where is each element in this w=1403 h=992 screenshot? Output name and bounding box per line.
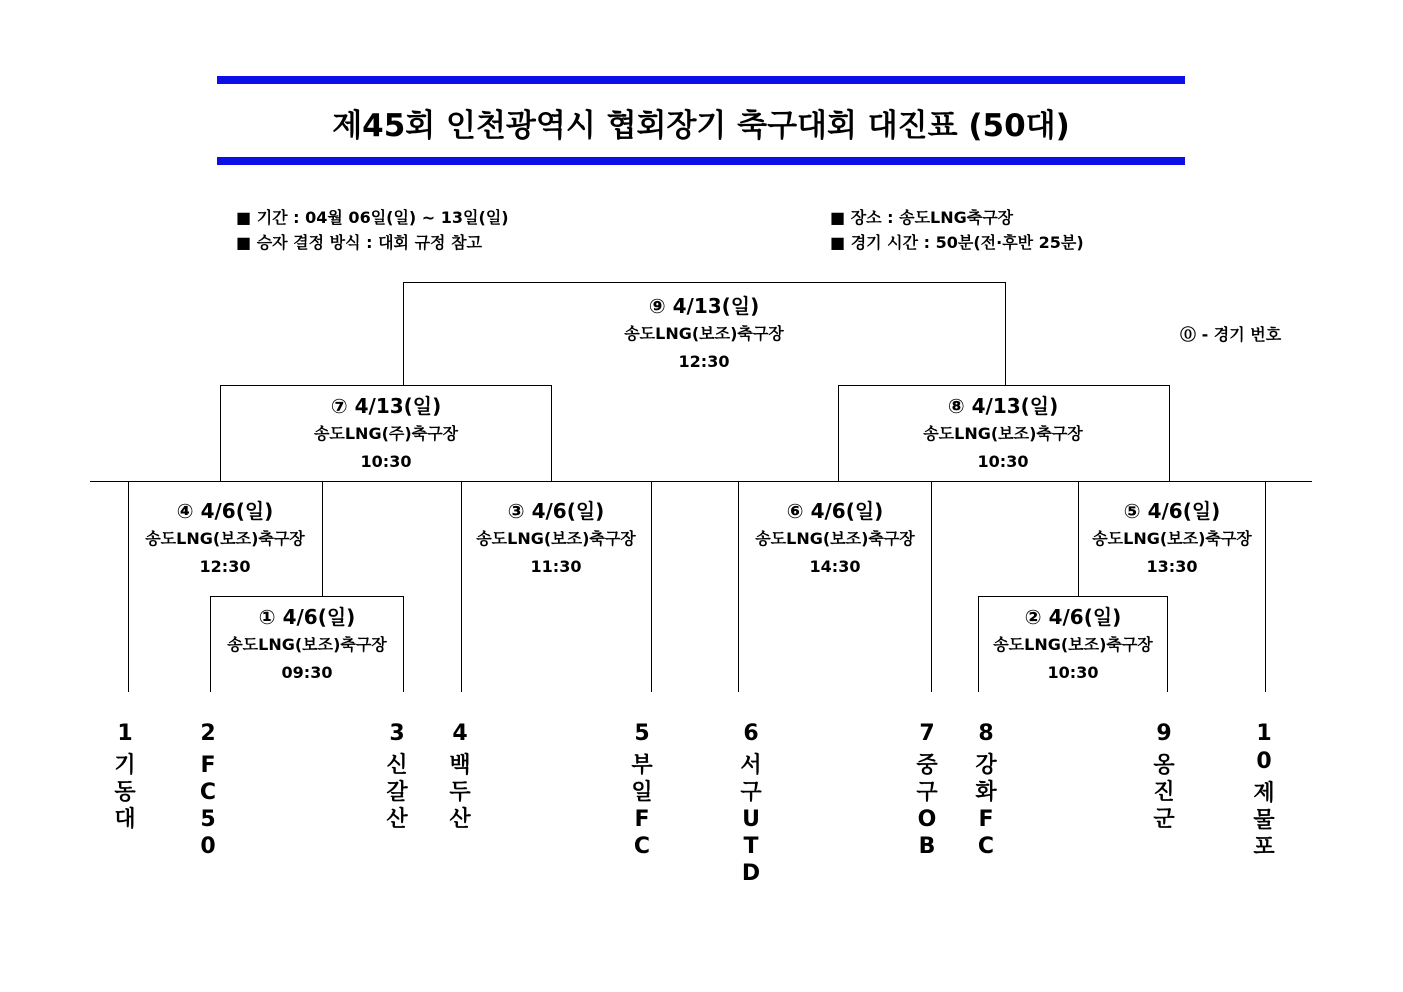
team-name: 옹 진 군	[1153, 753, 1175, 832]
match-5-place: 송도LNG(보조)축구장	[1092, 529, 1252, 548]
match-7	[236, 392, 536, 476]
team-1	[105, 720, 145, 833]
match-6-time: 14:30	[809, 557, 861, 576]
team-number: 3	[389, 721, 405, 746]
team-name: 제 물 포	[1253, 781, 1275, 860]
team-number: 1	[117, 721, 133, 746]
info-rule: ■ 승자 결정 방식 : 대회 규정 참고	[236, 233, 482, 252]
team-number: 8	[978, 721, 994, 746]
match-8	[853, 392, 1153, 476]
team-number: 6	[743, 721, 759, 746]
match-3-date: ③ 4/6(일)	[507, 499, 605, 523]
match-8-place: 송도LNG(보조)축구장	[923, 424, 1083, 443]
match-3-place: 송도LNG(보조)축구장	[476, 529, 636, 548]
match-4-date: ④ 4/6(일)	[176, 499, 274, 523]
match-4	[125, 497, 325, 581]
match-9-place: 송도LNG(보조)축구장	[624, 324, 784, 343]
team-name: 서 구 U T D	[740, 753, 762, 886]
match-6-date: ⑥ 4/6(일)	[786, 499, 884, 523]
match-4-time: 12:30	[199, 557, 251, 576]
match-number-legend: ⓪ - 경기 번호	[1180, 325, 1282, 344]
match-2	[973, 603, 1173, 687]
match-9	[554, 292, 854, 376]
match-8-date: ⑧ 4/13(일)	[947, 394, 1059, 418]
team-name: 부 일 F C	[631, 753, 653, 859]
team-2	[188, 720, 228, 860]
info-time: ■ 경기 시간 : 50분(전·후반 25분)	[830, 233, 1084, 252]
team-10	[1244, 720, 1284, 861]
match-6	[735, 497, 935, 581]
info-venue: ■ 장소 : 송도LNG축구장	[830, 208, 1014, 227]
team-number: 7	[919, 721, 935, 746]
match-3-time: 11:30	[530, 557, 582, 576]
team-8	[966, 720, 1006, 860]
team-name: 신 갈 산	[386, 753, 408, 832]
match-4-place: 송도LNG(보조)축구장	[145, 529, 305, 548]
match-9-time: 12:30	[678, 352, 730, 371]
team-name: 기 동 대	[114, 753, 136, 832]
info-period: ■ 기간 : 04월 06일(일) ~ 13일(일)	[236, 208, 509, 227]
match-1	[207, 603, 407, 687]
team-number: 9	[1156, 721, 1172, 746]
match-1-place: 송도LNG(보조)축구장	[227, 635, 387, 654]
team-7	[907, 720, 947, 860]
team-6	[731, 720, 771, 887]
match-5-date: ⑤ 4/6(일)	[1123, 499, 1221, 523]
match-1-date: ① 4/6(일)	[258, 605, 356, 629]
team-number: 5	[634, 721, 650, 746]
match-7-date: ⑦ 4/13(일)	[330, 394, 442, 418]
match-5	[1072, 497, 1272, 581]
team-number: 2	[200, 721, 216, 746]
match-1-time: 09:30	[281, 663, 333, 682]
team-5	[622, 720, 662, 860]
team-3	[377, 720, 417, 833]
match-9-date: ⑨ 4/13(일)	[648, 294, 760, 318]
title-top-bar	[217, 76, 1185, 84]
team-name: 강 화 F C	[975, 753, 997, 859]
match-6-place: 송도LNG(보조)축구장	[755, 529, 915, 548]
match-2-time: 10:30	[1047, 663, 1099, 682]
match-2-date: ② 4/6(일)	[1024, 605, 1122, 629]
match-7-time: 10:30	[360, 452, 412, 471]
team-number: 4	[452, 721, 468, 746]
page-title: 제45회 인천광역시 협회장기 축구대회 대진표 (50대)	[332, 108, 1070, 144]
match-3	[456, 497, 656, 581]
team-name: 중 구 O B	[916, 753, 938, 859]
team-9	[1144, 720, 1184, 833]
title-bottom-bar	[217, 157, 1185, 165]
match-7-place: 송도LNG(주)축구장	[313, 424, 459, 443]
team-name: 백 두 산	[449, 753, 471, 832]
team-name: F C 5 0	[199, 753, 217, 859]
match-8-time: 10:30	[977, 452, 1029, 471]
team-number: 1 0	[1256, 721, 1272, 774]
match-2-place: 송도LNG(보조)축구장	[993, 635, 1153, 654]
match-5-time: 13:30	[1146, 557, 1198, 576]
team-4	[440, 720, 480, 833]
